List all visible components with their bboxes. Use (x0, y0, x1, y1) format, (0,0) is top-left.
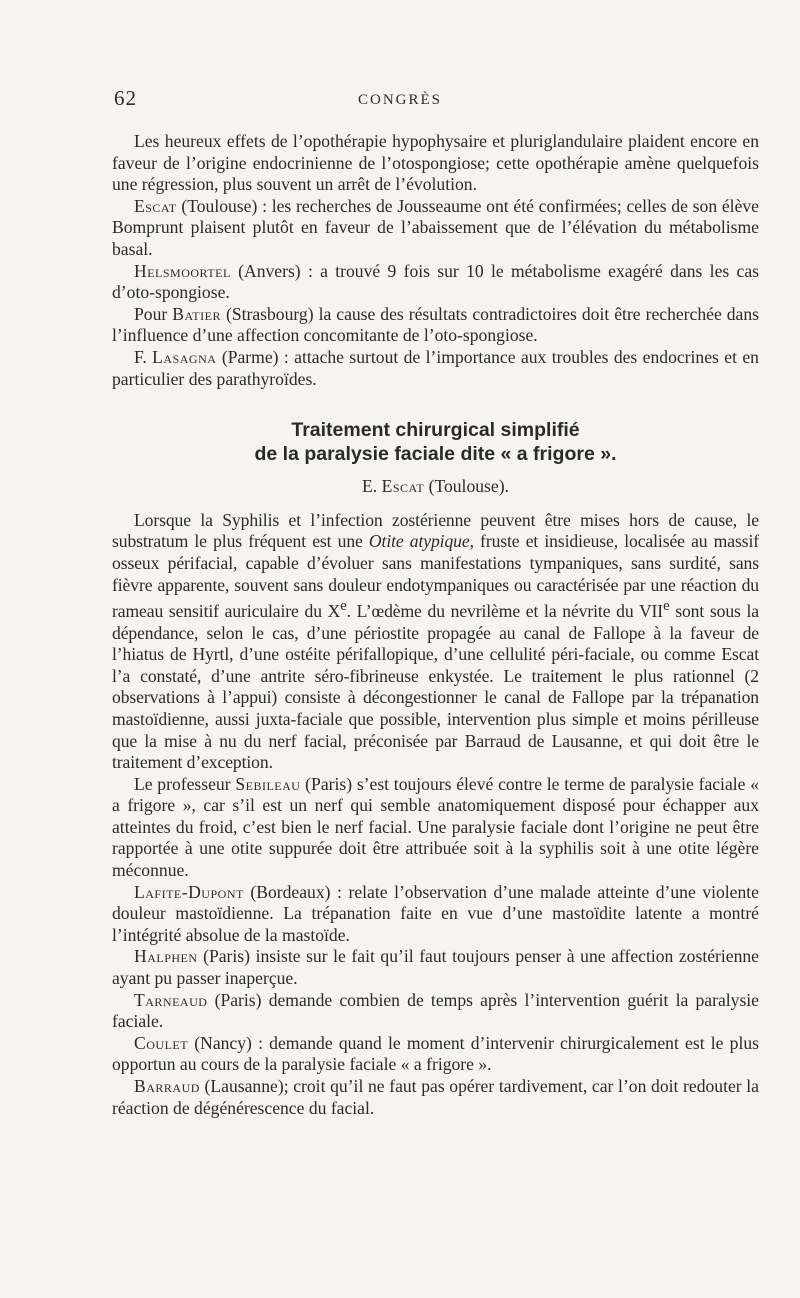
speaker-name: Batier (172, 303, 221, 324)
paragraph: Lafite-Dupont (Bordeaux) : relate l’observation d’une malade atteinte d’une violente douleur mastoïdienne. La trépanation faite en vue d’une mastoïdite latente a montré l’intégrité absolue de la mastoïde. (112, 881, 759, 945)
paragraph: Helsmoortel (Anvers) : a trouvé 9 fois sur 10 le métabolisme exagéré dans les cas d’oto-spongiose. (112, 260, 759, 303)
speaker-name: Barraud (134, 1076, 200, 1097)
body-text (112, 131, 759, 1119)
paragraph: F. Lasagna (Parme) : attache surtout de l’importance aux troubles des endocrines et en particulier des parathyroïdes. (112, 346, 759, 389)
speaker-name: Tarneaud (134, 989, 208, 1010)
running-title: CONGRÈS (357, 92, 442, 108)
speaker-name: Coulet (134, 1032, 189, 1053)
paragraph: Tarneaud (Paris) demande combien de temps après l’intervention guérit la paralysie faciale. (112, 989, 759, 1032)
paragraph: Halphen (Paris) insiste sur le fait qu’il faut toujours penser à une affection zostérienne ayant pu passer inaperçue. (112, 946, 759, 989)
page-header (0, 86, 800, 116)
section-title: Traitement chirurgical simplifié de la paralysie faciale dite « a frigore ». (254, 419, 617, 466)
speaker-name: Lasagna (152, 346, 217, 367)
speaker-name: Helsmoortel (134, 260, 231, 281)
paragraph: Les heureux effets de l’opothérapie hypophysaire et pluriglandulaire plaident encore en faveur de l’origine endocrinienne de l’otospongiose; cette opothérapie amène quelquefois une régression, plus souvent un arrêt de l’évolution. (112, 131, 759, 195)
speaker-name: Escat (134, 195, 177, 216)
paragraph: Le professeur Sebileau (Paris) s’est toujours élevé contre le terme de paralysie faciale « a frigore », car s’il est un nerf qui semble anatomiquement disposé pour échapper aux atteintes du froid, c’est bien le nerf facial. Une paralysie faciale dont l’origine ne peut être rapportée à une otite suppurée doit être attribuée soit à la syphilis soit à une otite légère méconnue. (112, 773, 759, 881)
paragraph: Pour Batier (Strasbourg) la cause des résultats contradictoires doit être recherchée dans l’influence d’une affection concomitante de l’oto-spongiose. (112, 303, 759, 346)
speaker-name: Sebileau (235, 773, 301, 794)
paragraph: Escat (Toulouse) : les recherches de Jousseaume ont été confirmées; celles de son élève Bomprunt plaisent plutôt en faveur de l’abaissement que de l’élévation du métabolisme basal. (112, 195, 759, 259)
section-author: E. Escat (Toulouse). (362, 476, 509, 497)
paragraph: Coulet (Nancy) : demande quand le moment d’intervenir chirurgicalement est le plus opportun au cours de la paralysie faciale « a frigore ». (112, 1032, 759, 1075)
paragraph: Barraud (Lausanne); croit qu’il ne faut pas opérer tardivement, car l’on doit redouter la réaction de dégénérescence du facial. (112, 1076, 759, 1118)
speaker-name: Halphen (134, 946, 198, 967)
page-number: 62 (114, 86, 137, 110)
speaker-name: Lafite-Dupont (134, 881, 244, 902)
italic-term: Otite atypique (368, 531, 470, 552)
paragraph: Lorsque la Syphilis et l’infection zostérienne peuvent être mises hors de cause, le substratum le plus fréquent est une Otite atypique, fruste et insidieuse, localisée au massif osseux périfacial, capable d’évoluer sans manifestations tympaniques, sans surdité, sans fièvre apparente, souvent sans douleur endotympaniques ou caractérisée par une réaction du rameau sensitif auriculaire du Xe. L’œdème du nevrilème et la névrite du VIIe sont sous la dépendance, selon le cas, d’une périostite propagée au canal de Fallope à la faveur de l’hiatus de Hyrtl, d’une ostéite périfallopique, d’une cellulité péri-faciale, ou comme Escat l’a constaté, d’une antrite séro-fibrineuse enkystée. Le traitement le plus rationnel (2 observations à l’appui) consiste à décongestionner le canal de Fallope par la trépanation mastoïdienne, aussi juxta-faciale que possible, intervention plus simple et moins périlleuse que la mise à nu du nerf facial, préconisée par Barraud de Lausanne, et qui doit être le traitement d’exception. (112, 509, 759, 773)
